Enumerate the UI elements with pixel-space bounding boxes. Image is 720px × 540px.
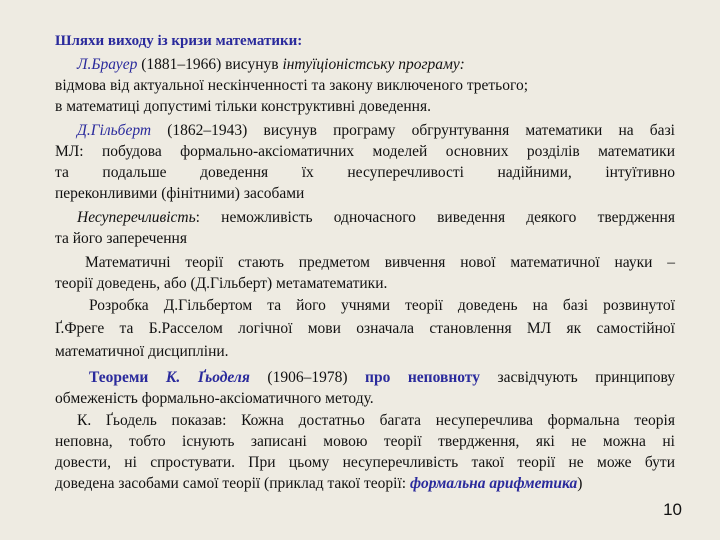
proof-line-4: доведена засобами самої теорії (приклад такої теорії: формальна арифметика) <box>55 475 583 492</box>
brouwer-line-3: в математиці допустимі тільки конструктивні доведення. <box>55 98 431 115</box>
consistency-line-1: Несуперечливість: неможливість одночасного виведення деякого твердження <box>77 209 675 226</box>
hilbert-name: Д.Гільберт <box>77 122 152 139</box>
formal-arithmetic: формальна арифметика <box>409 475 578 492</box>
hilbert-line-4: переконливими (фінітними) засобами <box>55 185 305 202</box>
proof-line-1: К. Ґьодель показав: Кожна достатньо багата несуперечлива формальна теорія <box>77 412 675 429</box>
incompleteness-term: про неповноту <box>365 369 480 386</box>
metamath-line-2: теорії доведень, або (Д.Гільберт) метаматематики. <box>55 275 388 292</box>
intuitionist-program: інтуїціоністську програму: <box>282 56 465 73</box>
metamath-line-1: Математичні теорії стають предметом вивчення нової математичної науки – <box>85 254 675 271</box>
slide-title: Шляхи виходу із кризи математики: <box>55 33 303 49</box>
proof-line-2: неповна, тобто існують записані мовою теорії твердження, які не можна ні <box>55 433 675 450</box>
goedel-line-2: обмеженість формально-аксіоматичного методу. <box>55 390 374 407</box>
brouwer-line-1: Л.Брауер (1881–1966) висунув інтуїціоністську програму: <box>77 56 465 73</box>
consistency-term: Несуперечливість <box>77 209 196 226</box>
goedel-name: К. Ґьоделя <box>165 369 250 386</box>
logic-line-2: Ґ.Фреге та Б.Расселом логічної мови означала становлення МЛ як самостійної <box>55 320 675 337</box>
brouwer-name: Л.Брауер <box>77 56 138 73</box>
consistency-line-2: та його заперечення <box>55 230 187 247</box>
hilbert-line-3: та подальше доведення їх несуперечливості надійними, інтуїтивно <box>55 164 675 181</box>
logic-line-3: математичної дисципліни. <box>55 343 229 360</box>
proof-line-3: довести, ні спростувати. При цьому несуперечливість такої теорії не може бути <box>55 454 675 471</box>
hilbert-line-2: МЛ: побудова формально-аксіоматичних моделей основних розділів математики <box>55 143 675 160</box>
hilbert-line-1: Д.Гільберт (1862–1943) висунув програму обгрунтування математики на базі <box>77 122 675 139</box>
page-number: 10 <box>663 500 682 519</box>
goedel-line-1: Теореми К. Ґьоделя (1906–1978) про неповноту засвідчують принципову <box>89 369 675 386</box>
goedel-theorems: Теореми <box>89 369 149 386</box>
brouwer-line-2: відмова від актуальної нескінченності та закону виключеного третього; <box>55 77 529 94</box>
logic-line-1: Розробка Д.Гільбертом та його учнями теорії доведень на базі розвинутої <box>89 297 675 314</box>
